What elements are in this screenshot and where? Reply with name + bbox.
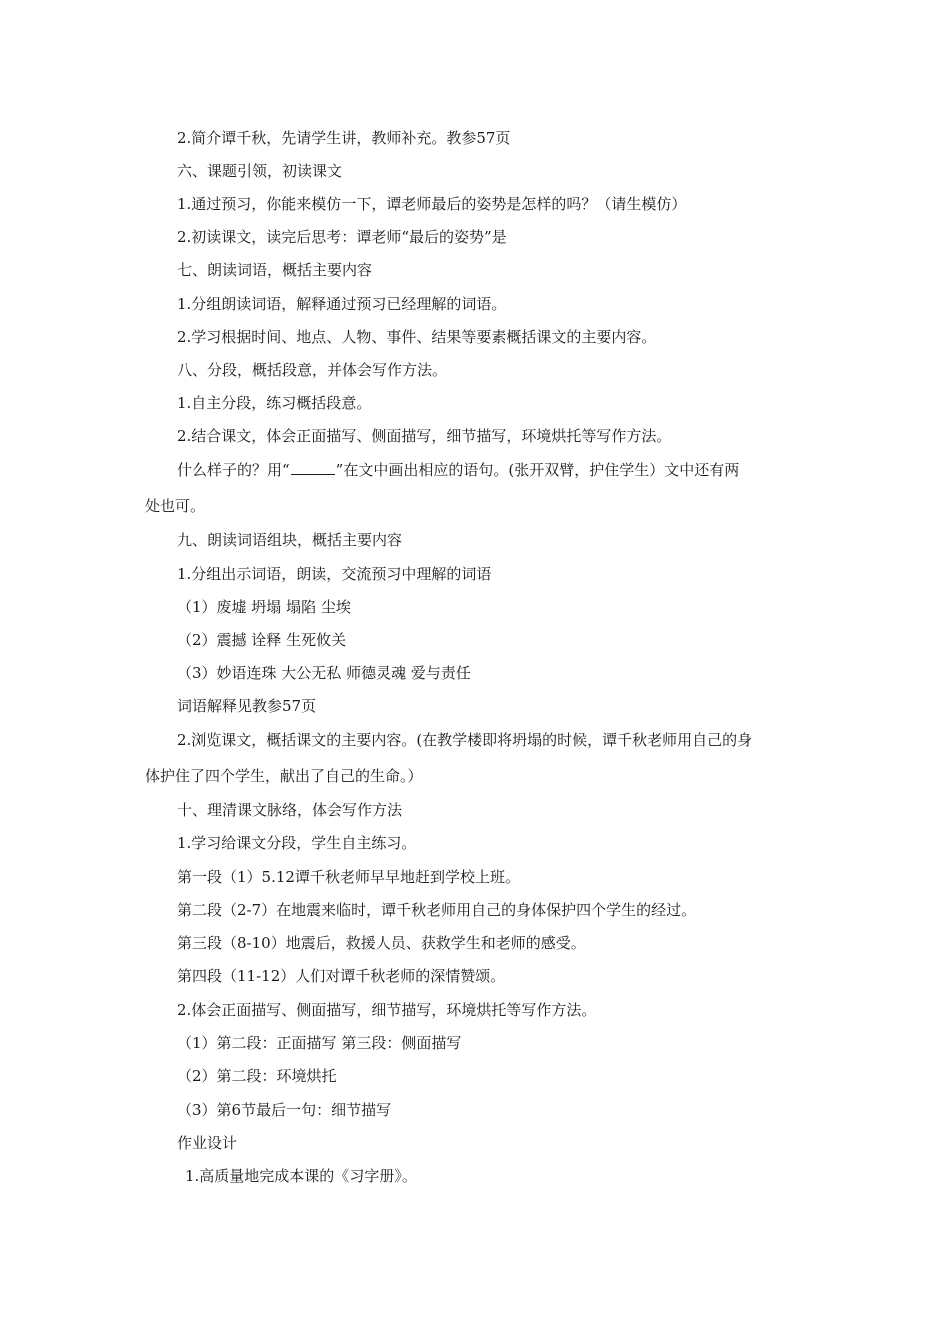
text-line: 1.通过预习，你能来模仿一下，谭老师最后的姿势是怎样的吗？（请生模仿） [177,195,687,213]
list-item: （3）第6节最后一句：细节描写 [177,1101,392,1119]
text-line: 2.结合课文，体会正面描写、侧面描写，细节描写，环境烘托等写作方法。 [177,427,672,445]
list-item: （2）震撼 诠释 生死攸关 [177,631,347,649]
text-line-with-blank [177,460,950,480]
text-segment: ”在文中画出相应的语句。(张开双臂，护住学生）文中还有两 [335,461,740,479]
text-line: 1.分组朗读词语，解释通过预习已经理解的词语。 [177,295,507,313]
section-heading: 九、朗读词语组块，概括主要内容 [177,531,403,549]
text-line: 2.初读课文，读完后思考：谭老师“最后的姿势”是 [177,228,507,246]
text-line: 1.学习给课文分段，学生自主练习。 [177,834,417,852]
text-line: 2.简介谭千秋，先请学生讲，教师补充。教参57页 [177,129,511,147]
section-heading: 十、理清课文脉络，体会写作方法 [177,801,403,819]
fill-in-blank [291,460,335,475]
text-segment: 什么样子的？用“ [177,461,290,479]
text-line: 第二段（2-7）在地震来临时，谭千秋老师用自己的身体保护四个学生的经过。 [177,901,697,919]
text-line: 1.高质量地完成本课的《习字册》。 [185,1167,417,1185]
list-item: （3）妙语连珠 大公无私 师德灵魂 爱与责任 [177,664,471,682]
text-line: 体护住了四个学生，献出了自己的生命。） [145,767,423,785]
text-line: 1.自主分段，练习概括段意。 [177,394,372,412]
section-heading: 八、分段，概括段意，并体会写作方法。 [177,361,448,379]
text-line: 第四段（11-12）人们对谭千秋老师的深情赞颂。 [177,967,506,985]
text-line: 2.浏览课文，概括课文的主要内容。(在教学楼即将坍塌的时候，谭千秋老师用自己的身 [177,731,753,749]
text-line: 第一段（1）5.12谭千秋老师早早地赶到学校上班。 [177,868,520,886]
text-line: 第三段（8-10）地震后，救援人员、获救学生和老师的感受。 [177,934,586,952]
text-line: 2.学习根据时间、地点、人物、事件、结果等要素概括课文的主要内容。 [177,328,657,346]
list-item: （1）废墟 坍塌 塌陷 尘埃 [177,598,351,616]
section-heading: 七、朗读词语，概括主要内容 [177,261,373,279]
text-line: 1.分组出示词语，朗读，交流预习中理解的词语 [177,565,492,583]
text-line: 2.体会正面描写、侧面描写，细节描写，环境烘托等写作方法。 [177,1001,597,1019]
section-heading: 六、课题引领，初读课文 [177,162,343,180]
list-item: （1）第二段：正面描写 第三段：侧面描写 [177,1034,462,1052]
list-item: （2）第二段：环境烘托 [177,1067,337,1085]
text-line: 处也可。 [145,497,206,515]
section-heading: 作业设计 [177,1134,238,1152]
text-line: 词语解释见教参57页 [177,697,317,715]
